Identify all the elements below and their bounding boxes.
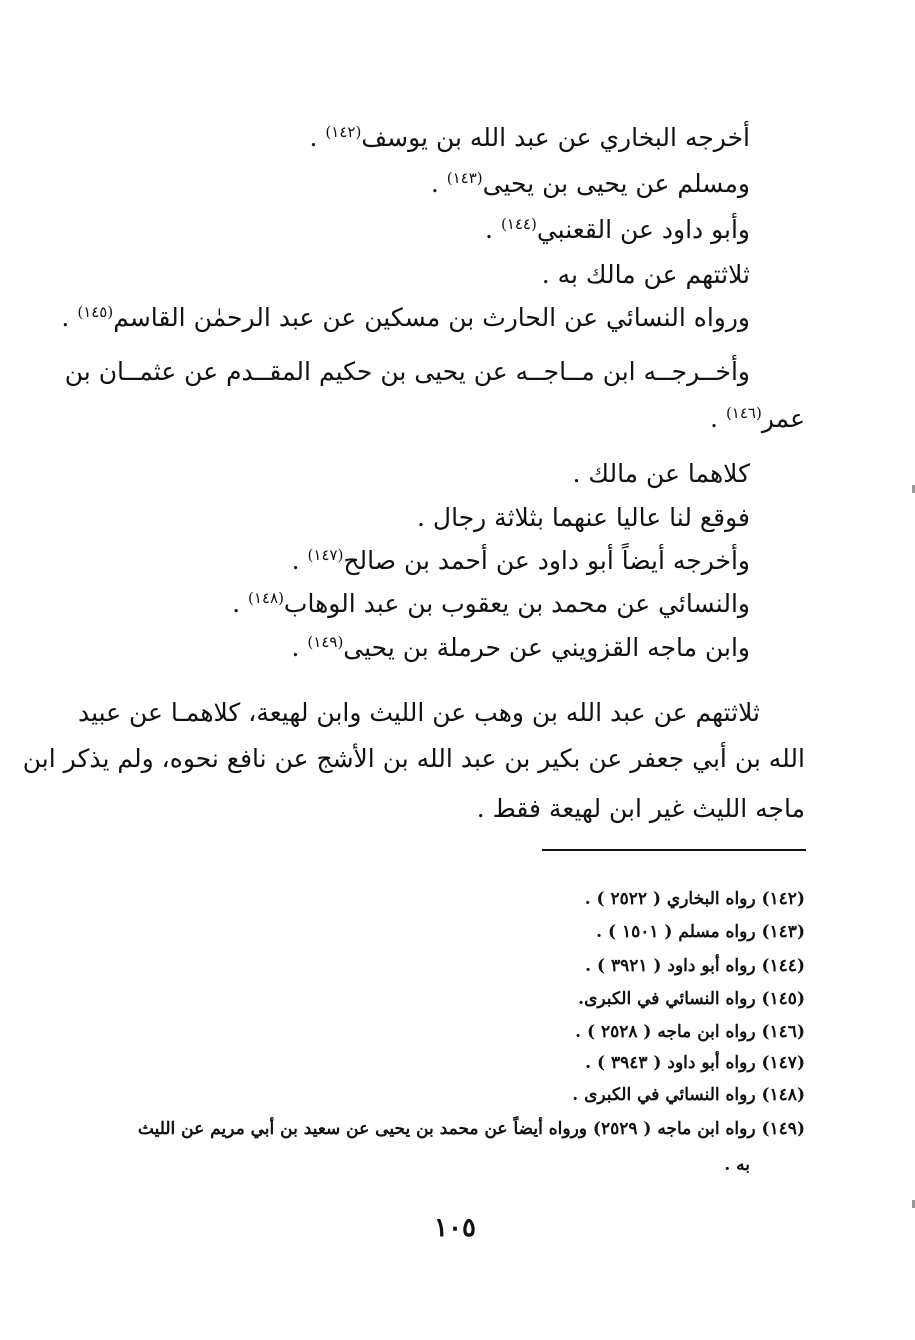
line-tail: . xyxy=(710,404,726,433)
footnote: (١٤٩) رواه ابن ماجه ( ٢٥٢٩) ورواه أيضاً عن محمد بن يحيى عن سعيد بن أبي مريم عن الليث xyxy=(137,1119,805,1139)
footnote-separator xyxy=(542,849,806,851)
text-line xyxy=(310,122,751,154)
text-line xyxy=(417,502,750,534)
line-text: ورواه النسائي عن الحارث بن مسكين عن عبد الرحمٰن القاسم xyxy=(113,303,750,332)
text-line xyxy=(292,632,751,664)
footnote: به . xyxy=(724,1155,750,1175)
line-text: وأبو داود عن القعنبي xyxy=(536,215,750,244)
line-text: وأخــرجــه ابن مــاجــه عن يحيى بن حكيم المقــدم عن عثمــان بن xyxy=(64,357,750,386)
footnote-ref[interactable]: (١٤٣) xyxy=(446,169,483,187)
line-tail: . xyxy=(291,546,308,575)
footnote: (١٤٧) رواه أبو داود ( ٣٩٤٣ ) . xyxy=(585,1053,805,1073)
page-number: ١٠٥ xyxy=(434,1213,476,1243)
line-tail: . xyxy=(291,633,308,662)
line-text: وأخرجه أيضاً أبو داود عن أحمد بن صالح xyxy=(343,546,750,575)
text-line xyxy=(431,168,750,200)
line-text: ماجه الليث غير ابن لهيعة فقط . xyxy=(476,794,805,823)
line-tail: . xyxy=(232,589,249,618)
text-line xyxy=(542,259,750,291)
text-line xyxy=(477,793,805,825)
line-tail: . xyxy=(485,215,501,244)
line-text: كلاهما عن مالك . xyxy=(572,459,750,488)
text-line xyxy=(232,588,750,620)
footnote-ref[interactable]: (١٤٥) xyxy=(77,303,114,321)
line-text: عمر xyxy=(761,404,805,433)
footnote-ref[interactable]: (١٤٤) xyxy=(500,215,537,233)
text-line xyxy=(710,403,805,435)
footnote-ref[interactable]: (١٤٢) xyxy=(325,123,362,141)
footnote-ref[interactable]: (١٤٦) xyxy=(725,404,762,422)
line-text: وابن ماجه القزويني عن حرملة بن يحيى xyxy=(343,633,750,662)
text-line xyxy=(485,214,750,246)
text-line xyxy=(61,302,750,334)
text-line xyxy=(572,458,750,490)
footnote-ref[interactable]: (١٤٩) xyxy=(307,633,344,651)
footnote: (١٤٤) رواه أبو داود ( ٣٩٢١ ) . xyxy=(585,956,805,976)
footnote: (١٤٨) رواه النسائي في الكبرى . xyxy=(572,1085,805,1105)
line-text: ثلاثتهم عن عبد الله بن وهب عن الليث وابن لهيعة، كلاهمـا عن عبيد xyxy=(77,698,760,727)
line-text: ثلاثتهم عن مالك به . xyxy=(541,260,750,289)
line-tail: . xyxy=(309,123,326,152)
line-text: أخرجه البخاري عن عبد الله بن يوسف xyxy=(361,123,750,152)
footnote: (١٤٥) رواه النسائي في الكبرى. xyxy=(578,989,805,1009)
footnote: (١٤٣) رواه مسلم ( ١٥٠١ ) . xyxy=(596,922,805,942)
line-tail: . xyxy=(61,303,78,332)
line-text: الله بن أبي جعفر عن بكير بن عبد الله بن الأشج عن نافع نحوه، ولم يذكر ابن xyxy=(22,744,805,773)
line-text: والنسائي عن محمد بن يعقوب بن عبد الوهاب xyxy=(283,589,750,618)
footnote-ref[interactable]: (١٤٧) xyxy=(307,546,344,564)
line-tail: . xyxy=(430,169,447,198)
line-text: فوقع لنا عاليا عنهما بثلاثة رجال . xyxy=(417,503,750,532)
text-line xyxy=(22,743,805,775)
footnote-ref[interactable]: (١٤٨) xyxy=(248,589,284,607)
footnote: (١٤٢) رواه البخاري ( ٢٥٢٢ ) . xyxy=(584,889,805,909)
text-line xyxy=(64,356,750,388)
line-text: ومسلم عن يحيى بن يحيى xyxy=(482,169,750,198)
text-line xyxy=(77,697,805,729)
footnote: (١٤٦) رواه ابن ماجه ( ٢٥٢٨ ) . xyxy=(575,1022,805,1042)
text-line xyxy=(292,545,750,577)
